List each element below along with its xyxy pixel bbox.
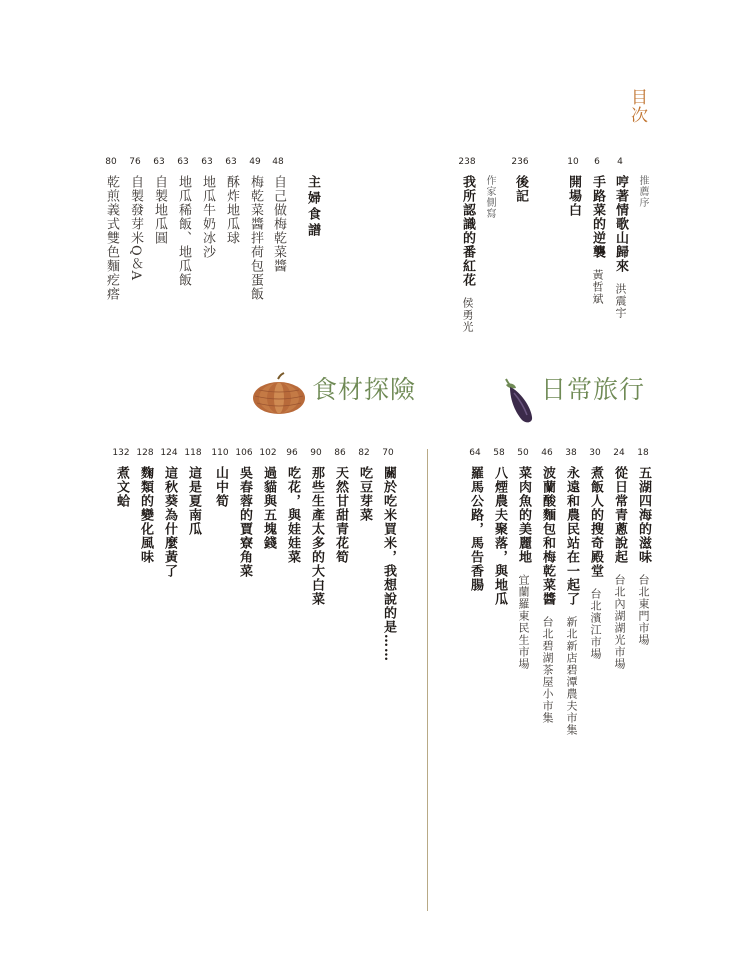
entry-title: 波蘭酸麵包和梅乾菜醬 [540, 466, 555, 606]
entry-author: 黃哲斌 [591, 269, 604, 305]
recipes-heading-text: 主婦食譜 [305, 175, 320, 239]
entry-text [172, 175, 194, 287]
entry-title: 這秋葵為什麼黃了 [162, 466, 177, 578]
page-number: 4 [617, 157, 623, 167]
entry-kicker: 推薦序 [637, 175, 648, 208]
entry-title: 這是夏南瓜 [186, 466, 201, 536]
section-title-daily-travel: 日常旅行 [541, 375, 646, 404]
entry-location: 台北碧湖茶屋小市集 [541, 616, 554, 724]
entry-title: 五湖四海的滋味 [636, 466, 651, 564]
entry-text [609, 175, 631, 319]
entry-title: 吃豆芽菜 [357, 466, 372, 522]
entry-text [353, 466, 375, 522]
page-number: 236 [511, 157, 529, 167]
entry-location: 台北東門市場 [637, 574, 650, 646]
entry-title: 天然甘甜青花筍 [333, 466, 348, 564]
page-number: 86 [334, 448, 346, 458]
page-number: 50 [517, 448, 529, 458]
entry-text [329, 466, 351, 564]
entry-text [257, 466, 279, 550]
entry-title: 哼著情歌山歸來 [613, 175, 628, 273]
entry-title: 我所認識的番紅花 [460, 175, 475, 287]
entry-title: 地瓜牛奶冰沙 [200, 175, 215, 259]
page-number: 124 [160, 448, 178, 458]
page-number: 63 [201, 157, 213, 167]
entry-text [220, 175, 242, 245]
page-number: 58 [493, 448, 505, 458]
page-number: 63 [177, 157, 189, 167]
page-number: 6 [594, 157, 600, 167]
page-number: 238 [458, 157, 476, 167]
entry-location: 台北內湖湖光市場 [613, 574, 626, 670]
toc-title: 目次 [627, 88, 647, 124]
page-number: 64 [469, 448, 481, 458]
entry-text [586, 175, 608, 305]
entry-text [124, 175, 146, 281]
entry-title: 八煙農夫聚落，與地瓜 [492, 466, 507, 606]
entry-text [562, 175, 584, 217]
page-number: 106 [235, 448, 253, 458]
entry-text [281, 466, 303, 564]
entry-title: 從日常青蔥說起 [612, 466, 627, 564]
entry-title: 自製地瓜圓 [152, 175, 167, 245]
entry-location: 宜蘭羅東民生市場 [517, 574, 530, 670]
entry-title: 乾煎義式雙色麵疙瘩 [104, 175, 119, 301]
entry-title: 關於吃米買米，我想說的是…… [381, 466, 396, 662]
entry-text [632, 466, 654, 646]
entry-text [536, 466, 558, 724]
entry-title: 吃花，與娃娃菜 [285, 466, 300, 564]
page-number: 132 [112, 448, 130, 458]
entry-text [456, 175, 478, 333]
entry-location: 台北濱江市場 [589, 588, 602, 660]
entry-title: 羅馬公路，馬告香腸 [468, 466, 483, 592]
entry-text [134, 466, 156, 564]
page-number: 96 [286, 448, 298, 458]
entry-text [209, 466, 231, 508]
entry-text [377, 466, 399, 662]
entry-title: 酥炸地瓜球 [224, 175, 239, 245]
entry-author: 侯勇光 [461, 297, 474, 333]
entry-text [560, 466, 582, 736]
entry-text [100, 175, 122, 301]
entry-title: 吳春蓉的賈寮角菜 [237, 466, 252, 578]
page-number: 63 [153, 157, 165, 167]
entry-title: 山中筍 [213, 466, 228, 508]
page-number: 128 [136, 448, 154, 458]
page-number: 30 [589, 448, 601, 458]
entry-text [182, 466, 204, 536]
entry-title: 永遠和農民站在一起了 [564, 466, 579, 606]
entry-title: 自己做梅乾菜醬 [271, 175, 286, 273]
entry-title: 地瓜稀飯、地瓜飯 [176, 175, 191, 287]
entry-text [148, 175, 170, 245]
entry-text [244, 175, 266, 301]
entry-text [509, 175, 531, 203]
page-number: 118 [184, 448, 202, 458]
entry-text [464, 466, 486, 592]
entry-text [233, 466, 255, 578]
entry-text [267, 175, 289, 273]
entry-text [196, 175, 218, 259]
page-number: 24 [613, 448, 625, 458]
entry-title: 菜肉魚的美麗地 [516, 466, 531, 564]
page-number: 38 [565, 448, 577, 458]
entry-text [158, 466, 180, 578]
page-number: 82 [358, 448, 370, 458]
entry-location: 新北新店碧潭農夫市集 [565, 616, 578, 736]
entry-author: 洪震宇 [614, 283, 627, 319]
entry-title: 麴類的變化風味 [138, 466, 153, 564]
entry-title: 自製發芽米Q＆A [128, 175, 143, 282]
entry-title: 煮文蛤 [114, 466, 129, 508]
page-number: 49 [249, 157, 261, 167]
entry-title: 手路菜的逆襲 [590, 175, 605, 259]
section-title-ingredients: 食材探險 [312, 375, 417, 404]
entry-title: 過貓與五塊錢 [261, 466, 276, 550]
entry-text [110, 466, 132, 508]
entry-text [608, 466, 630, 670]
entry-title: 煮飯人的搜奇殿堂 [588, 466, 603, 578]
page-number: 10 [567, 157, 579, 167]
eggplant-icon [500, 377, 536, 425]
entry-title: 開場白 [566, 175, 581, 217]
page-number: 102 [259, 448, 277, 458]
entry-kicker: 作家側寫 [484, 175, 495, 219]
page-number: 90 [310, 448, 322, 458]
page-number: 48 [272, 157, 284, 167]
entry-text [488, 466, 510, 606]
pumpkin-icon [251, 372, 307, 416]
page-number: 70 [382, 448, 394, 458]
entry-text [584, 466, 606, 660]
page-number: 63 [225, 157, 237, 167]
divider [427, 449, 428, 911]
entry-title: 那些生產太多的大白菜 [309, 466, 324, 606]
page-number: 18 [637, 448, 649, 458]
page-number: 80 [105, 157, 117, 167]
entry-title: 後記 [513, 175, 528, 203]
entry-title: 梅乾菜醬拌荷包蛋飯 [248, 175, 263, 301]
page-number: 76 [129, 157, 141, 167]
page-number: 110 [211, 448, 229, 458]
entry-text [305, 466, 327, 606]
entry-text [512, 466, 534, 670]
page-number: 46 [541, 448, 553, 458]
